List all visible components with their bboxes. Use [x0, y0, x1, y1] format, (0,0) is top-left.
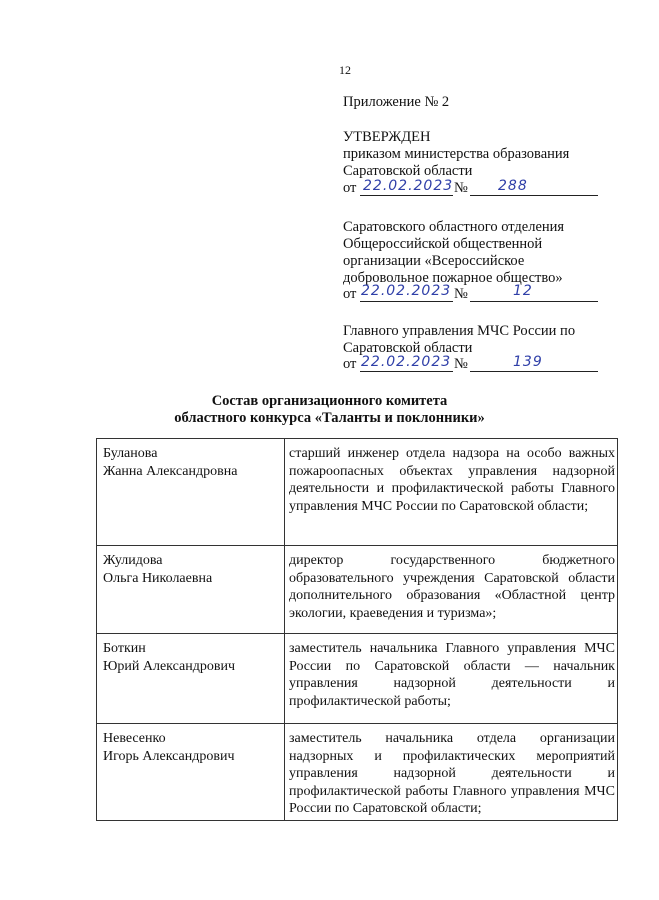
- table-row: [97, 634, 618, 724]
- date-prefix: от: [343, 180, 357, 196]
- order-line-2: Саратовской области: [343, 163, 473, 179]
- handwritten-date: 22.02.2023: [363, 178, 454, 194]
- table-row: [97, 724, 618, 821]
- handwritten-number: 288: [498, 178, 528, 194]
- member-given-names: Ольга Николаевна: [103, 570, 213, 586]
- member-surname: Буланова: [103, 446, 158, 461]
- handwritten-date: 22.02.2023: [361, 283, 452, 299]
- dpo-date-row: [343, 283, 598, 304]
- table-row: [97, 439, 618, 546]
- member-position: заместитель начальника отдела организации надзорных и профилактических мероприятий управления надзорной деятельности и профилактической работы Главного управления МЧС России по Саратовской области;: [285, 724, 618, 821]
- table-row: [97, 546, 618, 634]
- number-underline: [470, 195, 598, 196]
- mchs-line-1: Главного управления МЧС России по: [343, 323, 576, 339]
- member-surname: Невесенко: [103, 731, 166, 746]
- member-given-names: Игорь Александрович: [103, 748, 235, 764]
- member-surname: Жулидова: [103, 553, 163, 568]
- appendix-label: Приложение № 2: [343, 94, 450, 110]
- approved-heading: УТВЕРЖДЕН: [343, 129, 431, 145]
- order-date-row: [343, 180, 598, 198]
- member-surname: Боткин: [103, 641, 146, 656]
- document-title-line-2: областного конкурса «Таланты и поклонники»: [174, 410, 485, 426]
- date-prefix: от: [343, 356, 357, 372]
- date-prefix: от: [343, 286, 357, 302]
- mchs-line-2: Саратовской области: [343, 340, 473, 356]
- handwritten-date: 22.02.2023: [361, 354, 452, 370]
- order-line-1: приказом министерства образования: [343, 146, 570, 162]
- dpo-line-3: организации «Всероссийское: [343, 253, 525, 269]
- dpo-line-4: добровольное пожарное общество»: [343, 270, 563, 286]
- member-name-cell: [97, 546, 285, 634]
- member-position: заместитель начальника Главного управления МЧС России по Саратовской области — начальник управления надзорной деятельности и профилактической работы;: [285, 634, 618, 724]
- member-given-names: Жанна Александровна: [103, 463, 238, 479]
- member-name-cell: [97, 724, 285, 821]
- handwritten-number: 12: [513, 283, 533, 299]
- number-underline: [470, 371, 598, 372]
- member-position: директор государственного бюджетного образовательного учреждения Саратовской области дополнительного образования «Областной центр экологии, краеведения и туризма»;: [285, 546, 618, 634]
- committee-members-table: [96, 438, 618, 821]
- member-name-cell: [97, 439, 285, 546]
- number-prefix: №: [454, 356, 468, 372]
- page-number: 12: [339, 63, 351, 77]
- dpo-line-1: Саратовского областного отделения: [343, 219, 565, 235]
- number-prefix: №: [454, 180, 468, 196]
- number-prefix: №: [454, 286, 468, 302]
- member-given-names: Юрий Александрович: [103, 658, 235, 674]
- date-underline: [360, 371, 453, 372]
- member-position: старший инженер отдела надзора на особо важных пожароопасных объектах управления надзорной деятельности и профилактической работы Главного управления МЧС России по Саратовской области;: [285, 439, 618, 546]
- date-underline: [360, 301, 453, 302]
- number-underline: [470, 301, 598, 302]
- member-name-cell: [97, 634, 285, 724]
- mchs-date-row: [343, 356, 598, 374]
- handwritten-number: 139: [513, 354, 543, 370]
- document-title-line-1: Состав организационного комитета: [211, 393, 448, 409]
- dpo-line-2: Общероссийской общественной: [343, 236, 543, 252]
- date-underline: [360, 195, 453, 196]
